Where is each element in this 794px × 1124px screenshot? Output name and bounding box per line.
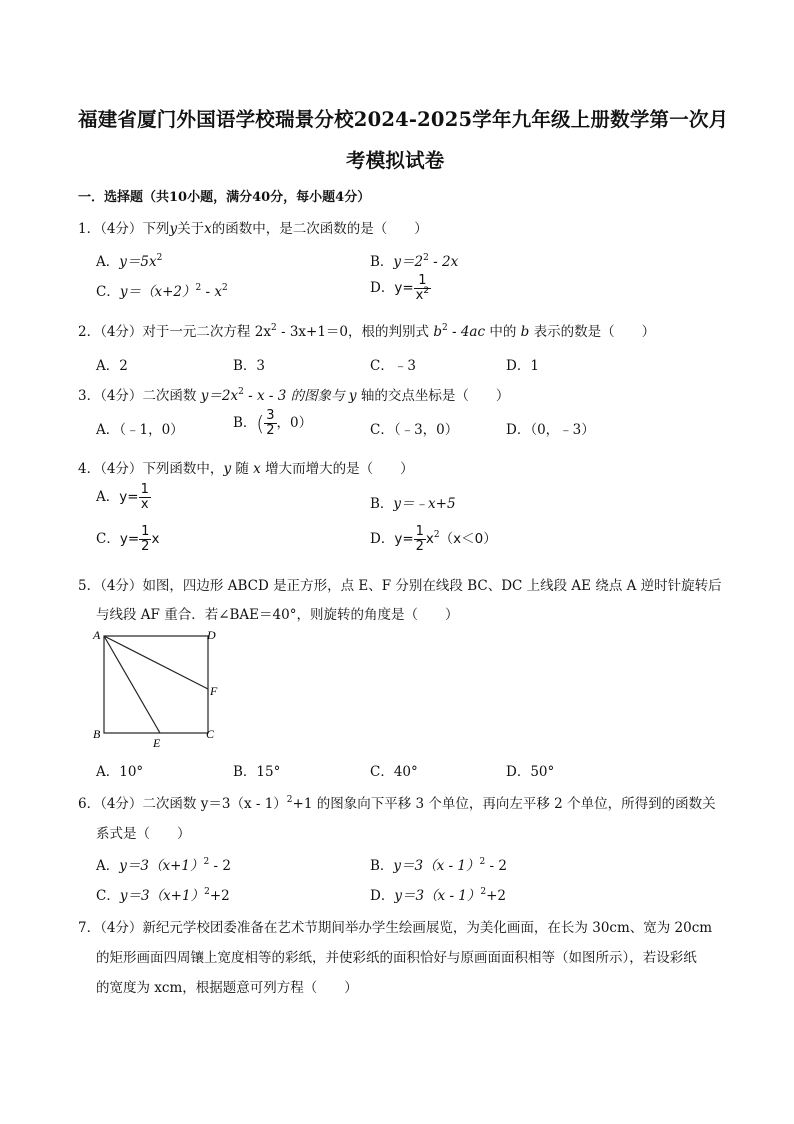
question-7: [78, 916, 712, 936]
question-score: （4分）: [100, 920, 143, 936]
question-score: （4分）: [100, 324, 143, 340]
option-text: - 2: [209, 858, 231, 874]
q3-option-b[interactable]: [233, 409, 312, 438]
fraction: [264, 409, 276, 438]
q3-option-d[interactable]: D．（0，﹣3）: [506, 422, 595, 438]
label-e: E: [153, 736, 161, 750]
question-number: 5．: [78, 578, 101, 594]
option-text: - 2x: [428, 254, 459, 270]
superscript: 2: [423, 253, 429, 263]
option-label: B．: [233, 415, 257, 431]
label-a: A: [93, 628, 101, 642]
q2-option-c[interactable]: C．﹣3: [370, 358, 416, 374]
option-text: y=: [119, 531, 140, 547]
fraction-numerator: 1: [141, 524, 150, 539]
option-text: x: [425, 531, 434, 547]
option-label: D．: [370, 280, 395, 296]
superscript: 2: [156, 253, 163, 263]
question-text: 对于一元二次方程 2x: [142, 324, 271, 340]
q3-option-c[interactable]: C．（﹣3，0）: [370, 422, 459, 438]
fraction-denominator: 2: [141, 539, 150, 554]
superscript: 2: [433, 530, 440, 540]
question-text: 新纪元学校团委准备在艺术节期间举办学生绘画展览，为美化画面，在长为 30cm、宽为 20cm: [142, 920, 713, 936]
var-y: y: [223, 461, 232, 477]
label-f: F: [210, 684, 218, 698]
question-text: 增大而增大的是（ ）: [260, 461, 414, 477]
option-label: B．: [370, 254, 394, 270]
option-label: A．: [96, 254, 120, 270]
option-text: y=: [394, 531, 414, 547]
q5-option-d[interactable]: D．50°: [506, 764, 555, 780]
label-c: C: [206, 727, 215, 741]
fraction-numerator: 1: [415, 524, 424, 539]
question-text: 表示的数是（ ）: [529, 324, 656, 340]
question-score: （4分）: [100, 221, 143, 237]
option-label: C．: [96, 888, 120, 904]
question-text: 的函数中，是二次函数的是（ ）: [211, 221, 428, 237]
question-text: 下列: [142, 221, 170, 237]
question-text: 轴的交点坐标是（ ）: [356, 388, 510, 404]
fraction-denominator: [414, 286, 431, 303]
q1-option-d[interactable]: [370, 274, 431, 303]
fraction: [414, 274, 431, 303]
question-number: 1．: [78, 221, 101, 237]
square-figure: [90, 628, 230, 750]
question-score: （4分）: [100, 461, 143, 477]
q2-option-b[interactable]: B．3: [233, 358, 266, 374]
option-label: C．: [96, 284, 120, 300]
q4-option-a[interactable]: [96, 483, 151, 512]
option-text: x: [151, 531, 160, 547]
option-label: D．: [370, 888, 395, 904]
square-abcd: [104, 636, 208, 733]
var-y: y: [348, 388, 357, 404]
question-6: [78, 792, 716, 812]
fraction: [414, 525, 426, 554]
question-number: 4．: [78, 461, 101, 477]
superscript: 2: [286, 795, 293, 805]
q5-option-b[interactable]: B．15°: [233, 764, 281, 780]
superscript: 2: [204, 887, 210, 897]
q4-option-b[interactable]: [370, 492, 456, 512]
var-b: b: [520, 324, 530, 340]
option-text: y＝3（x+1）: [119, 888, 205, 904]
question-text: 关于: [177, 221, 205, 237]
q6-option-d[interactable]: [370, 884, 506, 904]
question-number: 6．: [78, 796, 101, 812]
section-heading: 一．选择题（共10小题，满分40分，每小题4分）: [78, 190, 371, 205]
superscript: 2: [480, 887, 487, 897]
question-score: （4分）: [100, 388, 143, 404]
option-text: +2: [209, 888, 230, 904]
q1-option-a[interactable]: [96, 250, 162, 270]
option-text: y＝3（x+1）: [119, 858, 204, 874]
question-text: 中的: [485, 324, 521, 340]
fraction-den-text: x: [415, 288, 424, 303]
label-d: D: [207, 628, 216, 642]
question-number: 3．: [78, 388, 101, 404]
superscript: 2: [222, 283, 228, 293]
q5-option-a[interactable]: A．10°: [96, 764, 144, 780]
question-4: [78, 457, 414, 477]
option-text: +2: [486, 888, 507, 904]
option-text: y＝﹣x+5: [393, 496, 456, 512]
option-text: y＝5x: [119, 254, 157, 270]
question-text: y＝2x: [200, 388, 239, 404]
var-x: x: [204, 221, 212, 237]
question-7-line-2: 的矩形画面四周镶上宽度相等的彩纸，并使彩纸的面积恰好与原画面面积相等（如图所示），若设彩纸: [96, 950, 697, 966]
question-text: - 3x+1＝0，根的判别式: [276, 324, 434, 340]
fraction-denominator: 2: [266, 423, 275, 438]
q3-option-a[interactable]: A．（﹣1，0）: [96, 422, 184, 438]
question-6-line-2: 系式是（ ）: [96, 826, 191, 842]
page-title-line-2: 考模拟试卷: [346, 149, 445, 172]
question-number: 7．: [78, 920, 101, 936]
superscript: 2: [423, 286, 430, 296]
fraction-numerator: 1: [140, 482, 149, 497]
option-text: y＝3（x - 1）: [393, 858, 480, 874]
question-text: 如图，四边形 ABCD 是正方形，点 E、F 分别在线段 BC、DC 上线段 AE 绕点 A 逆时针旋转后: [142, 578, 722, 594]
question-text: +1 的图象向下平移 3 个单位，再向左平移 2 个单位，所得到的函数关: [292, 796, 716, 812]
question-7-line-3: 的宽度为 xcm，根据题意可列方程（ ）: [96, 980, 358, 996]
page-title-line-1: 福建省厦门外国语学校瑞景分校2024-2025学年九年级上册数学第一次月: [78, 108, 729, 131]
q6-option-a[interactable]: [96, 854, 231, 874]
q6-option-b[interactable]: [370, 854, 507, 874]
q1-option-b[interactable]: [370, 250, 458, 270]
question-text: 二次函数: [142, 388, 201, 404]
question-3: [78, 384, 509, 404]
superscript: 2: [203, 857, 210, 867]
option-label: B．: [370, 496, 394, 512]
option-text: - x: [201, 284, 222, 300]
question-5-line-2: 与线段 AF 重合．若∠BAE＝40°，则旋转的角度是（ ）: [96, 607, 459, 623]
question-score: （4分）: [100, 578, 143, 594]
option-label: C．: [96, 531, 120, 547]
q5-option-c[interactable]: C．40°: [370, 764, 418, 780]
fraction-denominator: 2: [415, 539, 424, 554]
var-b: b: [433, 324, 442, 340]
option-text: y=: [394, 280, 414, 296]
q2-option-d[interactable]: D．1: [506, 358, 539, 374]
q6-option-c[interactable]: [96, 884, 230, 904]
fraction: [139, 483, 151, 512]
question-2: [78, 320, 655, 340]
option-text: - 2: [485, 858, 507, 874]
question-number: 2．: [78, 324, 101, 340]
superscript: 2: [270, 323, 277, 333]
q4-option-d[interactable]: [370, 525, 497, 554]
option-label: A．: [96, 489, 120, 505]
question-text: 随: [231, 461, 254, 477]
option-text: y＝2: [393, 254, 424, 270]
q4-option-c[interactable]: [96, 525, 159, 554]
fraction: [139, 525, 151, 554]
question-text: 二次函数 y＝3（x - 1）: [142, 796, 287, 812]
left-paren: (: [256, 411, 265, 436]
option-label: D．: [370, 531, 395, 547]
q2-option-a[interactable]: A．2: [96, 358, 128, 374]
question-text: - x - 3 的图象与: [243, 388, 349, 404]
option-label: B．: [370, 858, 394, 874]
fraction-denominator: x: [140, 497, 149, 512]
fraction-numerator: 3: [266, 408, 275, 423]
option-text: y＝（x+2）: [119, 284, 196, 300]
option-text: y＝3（x - 1）: [394, 888, 481, 904]
fraction-numerator: 1: [414, 274, 431, 289]
label-b: B: [93, 727, 101, 741]
superscript: 2: [195, 283, 202, 293]
var-y: y: [169, 221, 178, 237]
superscript: 2: [479, 857, 486, 867]
superscript: 2: [238, 387, 244, 397]
superscript: 2: [441, 323, 448, 333]
question-score: （4分）: [100, 796, 143, 812]
question-text: - 4ac: [447, 324, 486, 340]
q1-option-c[interactable]: [96, 280, 228, 300]
question-1: [78, 217, 428, 237]
option-text: y=: [119, 489, 139, 505]
option-text: （x＜0）: [439, 531, 497, 547]
question-5: [78, 574, 722, 594]
option-text: ，0）: [276, 415, 313, 431]
question-text: 下列函数中，: [142, 461, 224, 477]
option-label: A．: [96, 858, 120, 874]
var-x: x: [253, 461, 261, 477]
